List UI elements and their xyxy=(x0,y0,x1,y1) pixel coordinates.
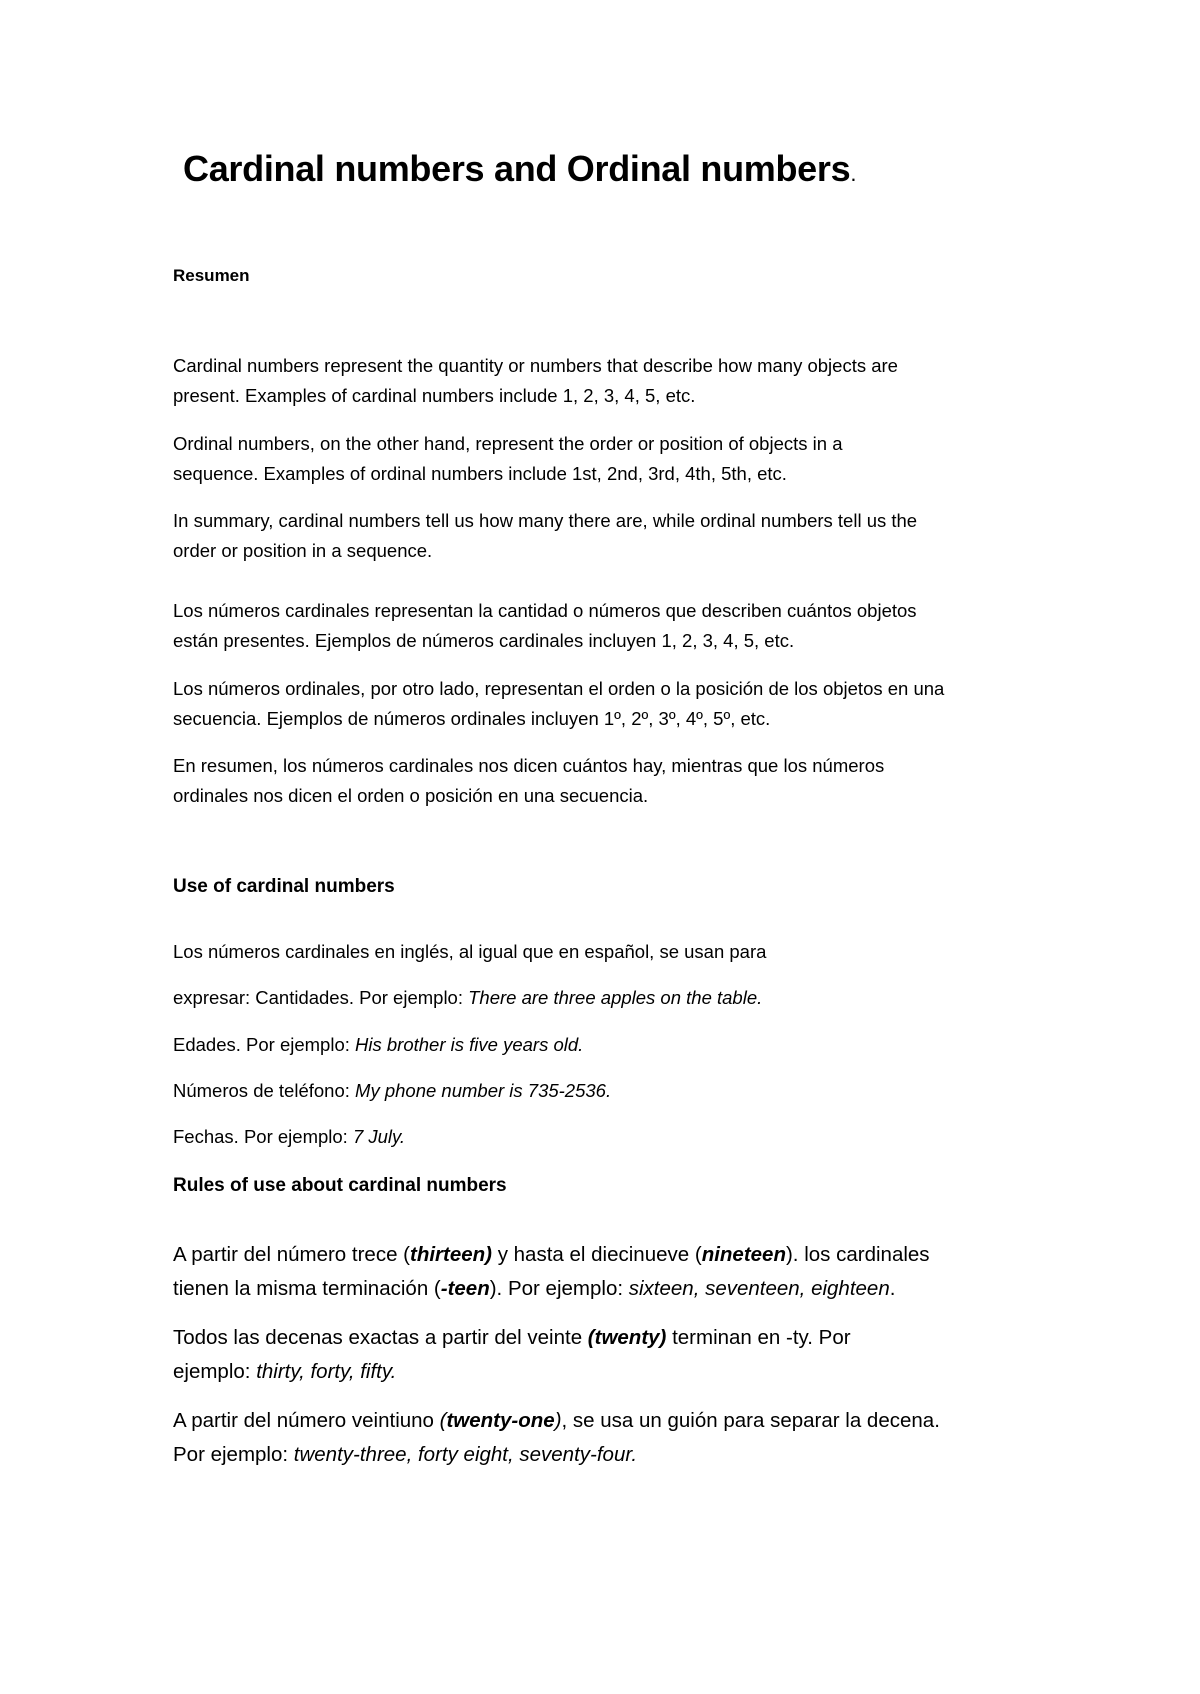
title-dot: . xyxy=(850,161,857,186)
rule1-nineteen: nineteen xyxy=(701,1243,786,1266)
rule3-twenty-one: twenty-one xyxy=(446,1409,555,1432)
rule1-thirteen: thirteen) xyxy=(410,1243,492,1266)
use-l4-example: 7 July. xyxy=(352,1126,406,1147)
rule2-line1 xyxy=(173,1321,851,1355)
rule2-examples: thirty, forty, fifty. xyxy=(256,1360,397,1383)
rule2-twenty: (twenty) xyxy=(587,1326,667,1349)
rule1-text-h: ). Por ejemplo: xyxy=(489,1277,629,1300)
page-title xyxy=(183,147,856,196)
use-l1-prefix: expresar: Cantidades. Por ejemplo: xyxy=(173,987,469,1008)
use-l4-prefix: Fechas. Por ejemplo: xyxy=(173,1126,353,1147)
rule1-text-c: y hasta el diecinueve ( xyxy=(492,1243,702,1266)
summary-en-p2-line2: sequence. Examples of ordinal numbers include 1st, 2nd, 3rd, 4th, 5th, etc. xyxy=(173,463,787,484)
rule1-text-f: tienen la misma terminación ( xyxy=(173,1277,441,1300)
rule2-line2 xyxy=(173,1355,396,1389)
rule1-line2 xyxy=(173,1272,895,1306)
rule3-paren-close: ) xyxy=(554,1409,562,1432)
rule3-line2 xyxy=(173,1438,637,1472)
summary-es-p2-line2: secuencia. Ejemplos de números ordinales incluyen 1º, 2º, 3º, 4º, 5º, etc. xyxy=(173,708,771,729)
summary-es-p3-line2: ordinales nos dicen el orden o posición en una secuencia. xyxy=(173,785,649,806)
rule3-line1 xyxy=(173,1404,940,1438)
summary-es-p1-line1: Los números cardinales representan la cantidad o números que describen cuántos objetos xyxy=(173,600,917,621)
summary-es-p2-line1: Los números ordinales, por otro lado, representan el orden o la posición de los objetos en una xyxy=(173,678,945,699)
summary-en-p1-line1: Cardinal numbers represent the quantity or numbers that describe how many objects are xyxy=(173,355,898,376)
rule3-paren-open: ( xyxy=(439,1409,447,1432)
rule1-text-a: A partir del número trece ( xyxy=(173,1243,410,1266)
rule3-text-d: Por ejemplo: xyxy=(173,1443,294,1466)
use-line-quantities xyxy=(173,983,762,1013)
rule1-line1 xyxy=(173,1238,930,1272)
use-line-ages xyxy=(173,1030,583,1060)
title-text: Cardinal numbers and Ordinal numbers xyxy=(183,148,851,189)
rule1-text-j: . xyxy=(889,1277,896,1300)
rule3-examples: twenty-three, forty eight, seventy-four. xyxy=(293,1443,638,1466)
use-line-phones xyxy=(173,1076,611,1106)
use-l2-prefix: Edades. Por ejemplo: xyxy=(173,1034,356,1055)
summary-en-p3-line2: order or position in a sequence. xyxy=(173,540,433,561)
summary-en-p3-line1: In summary, cardinal numbers tell us how many there are, while ordinal numbers tell us the xyxy=(173,510,918,531)
use-l2-example: His brother is five years old. xyxy=(355,1034,584,1055)
use-l3-example: My phone number is 735-2536. xyxy=(355,1080,612,1101)
use-intro: Los números cardinales en inglés, al igual que en español, se usan para xyxy=(173,941,767,962)
rule1-teen: -teen xyxy=(440,1277,490,1300)
resumen-heading: Resumen xyxy=(173,266,250,285)
use-line-dates xyxy=(173,1122,405,1152)
rule1-text-e: ). los cardinales xyxy=(785,1243,930,1266)
summary-es-p3-line1: En resumen, los números cardinales nos dicen cuántos hay, mientras que los números xyxy=(173,755,885,776)
rules-heading: Rules of use about cardinal numbers xyxy=(173,1175,507,1196)
summary-en-p2-line1: Ordinal numbers, on the other hand, represent the order or position of objects in a xyxy=(173,433,843,454)
rule2-text-c: terminan en -ty. Por xyxy=(666,1326,851,1349)
rule1-examples: sixteen, seventeen, eighteen xyxy=(628,1277,890,1300)
rule2-text-d: ejemplo: xyxy=(173,1360,257,1383)
rule2-text-a: Todos las decenas exactas a partir del veinte xyxy=(173,1326,588,1349)
summary-en-p1-line2: present. Examples of cardinal numbers include 1, 2, 3, 4, 5, etc. xyxy=(173,385,696,406)
use-l1-example: There are three apples on the table. xyxy=(468,987,763,1008)
use-l3-prefix: Números de teléfono: xyxy=(173,1080,356,1101)
rule3-text-c: , se usa un guión para separar la decena. xyxy=(561,1409,940,1432)
summary-es-p1-line2: están presentes. Ejemplos de números cardinales incluyen 1, 2, 3, 4, 5, etc. xyxy=(173,630,795,651)
rule3-text-a: A partir del número veintiuno xyxy=(173,1409,440,1432)
use-heading: Use of cardinal numbers xyxy=(173,876,395,897)
